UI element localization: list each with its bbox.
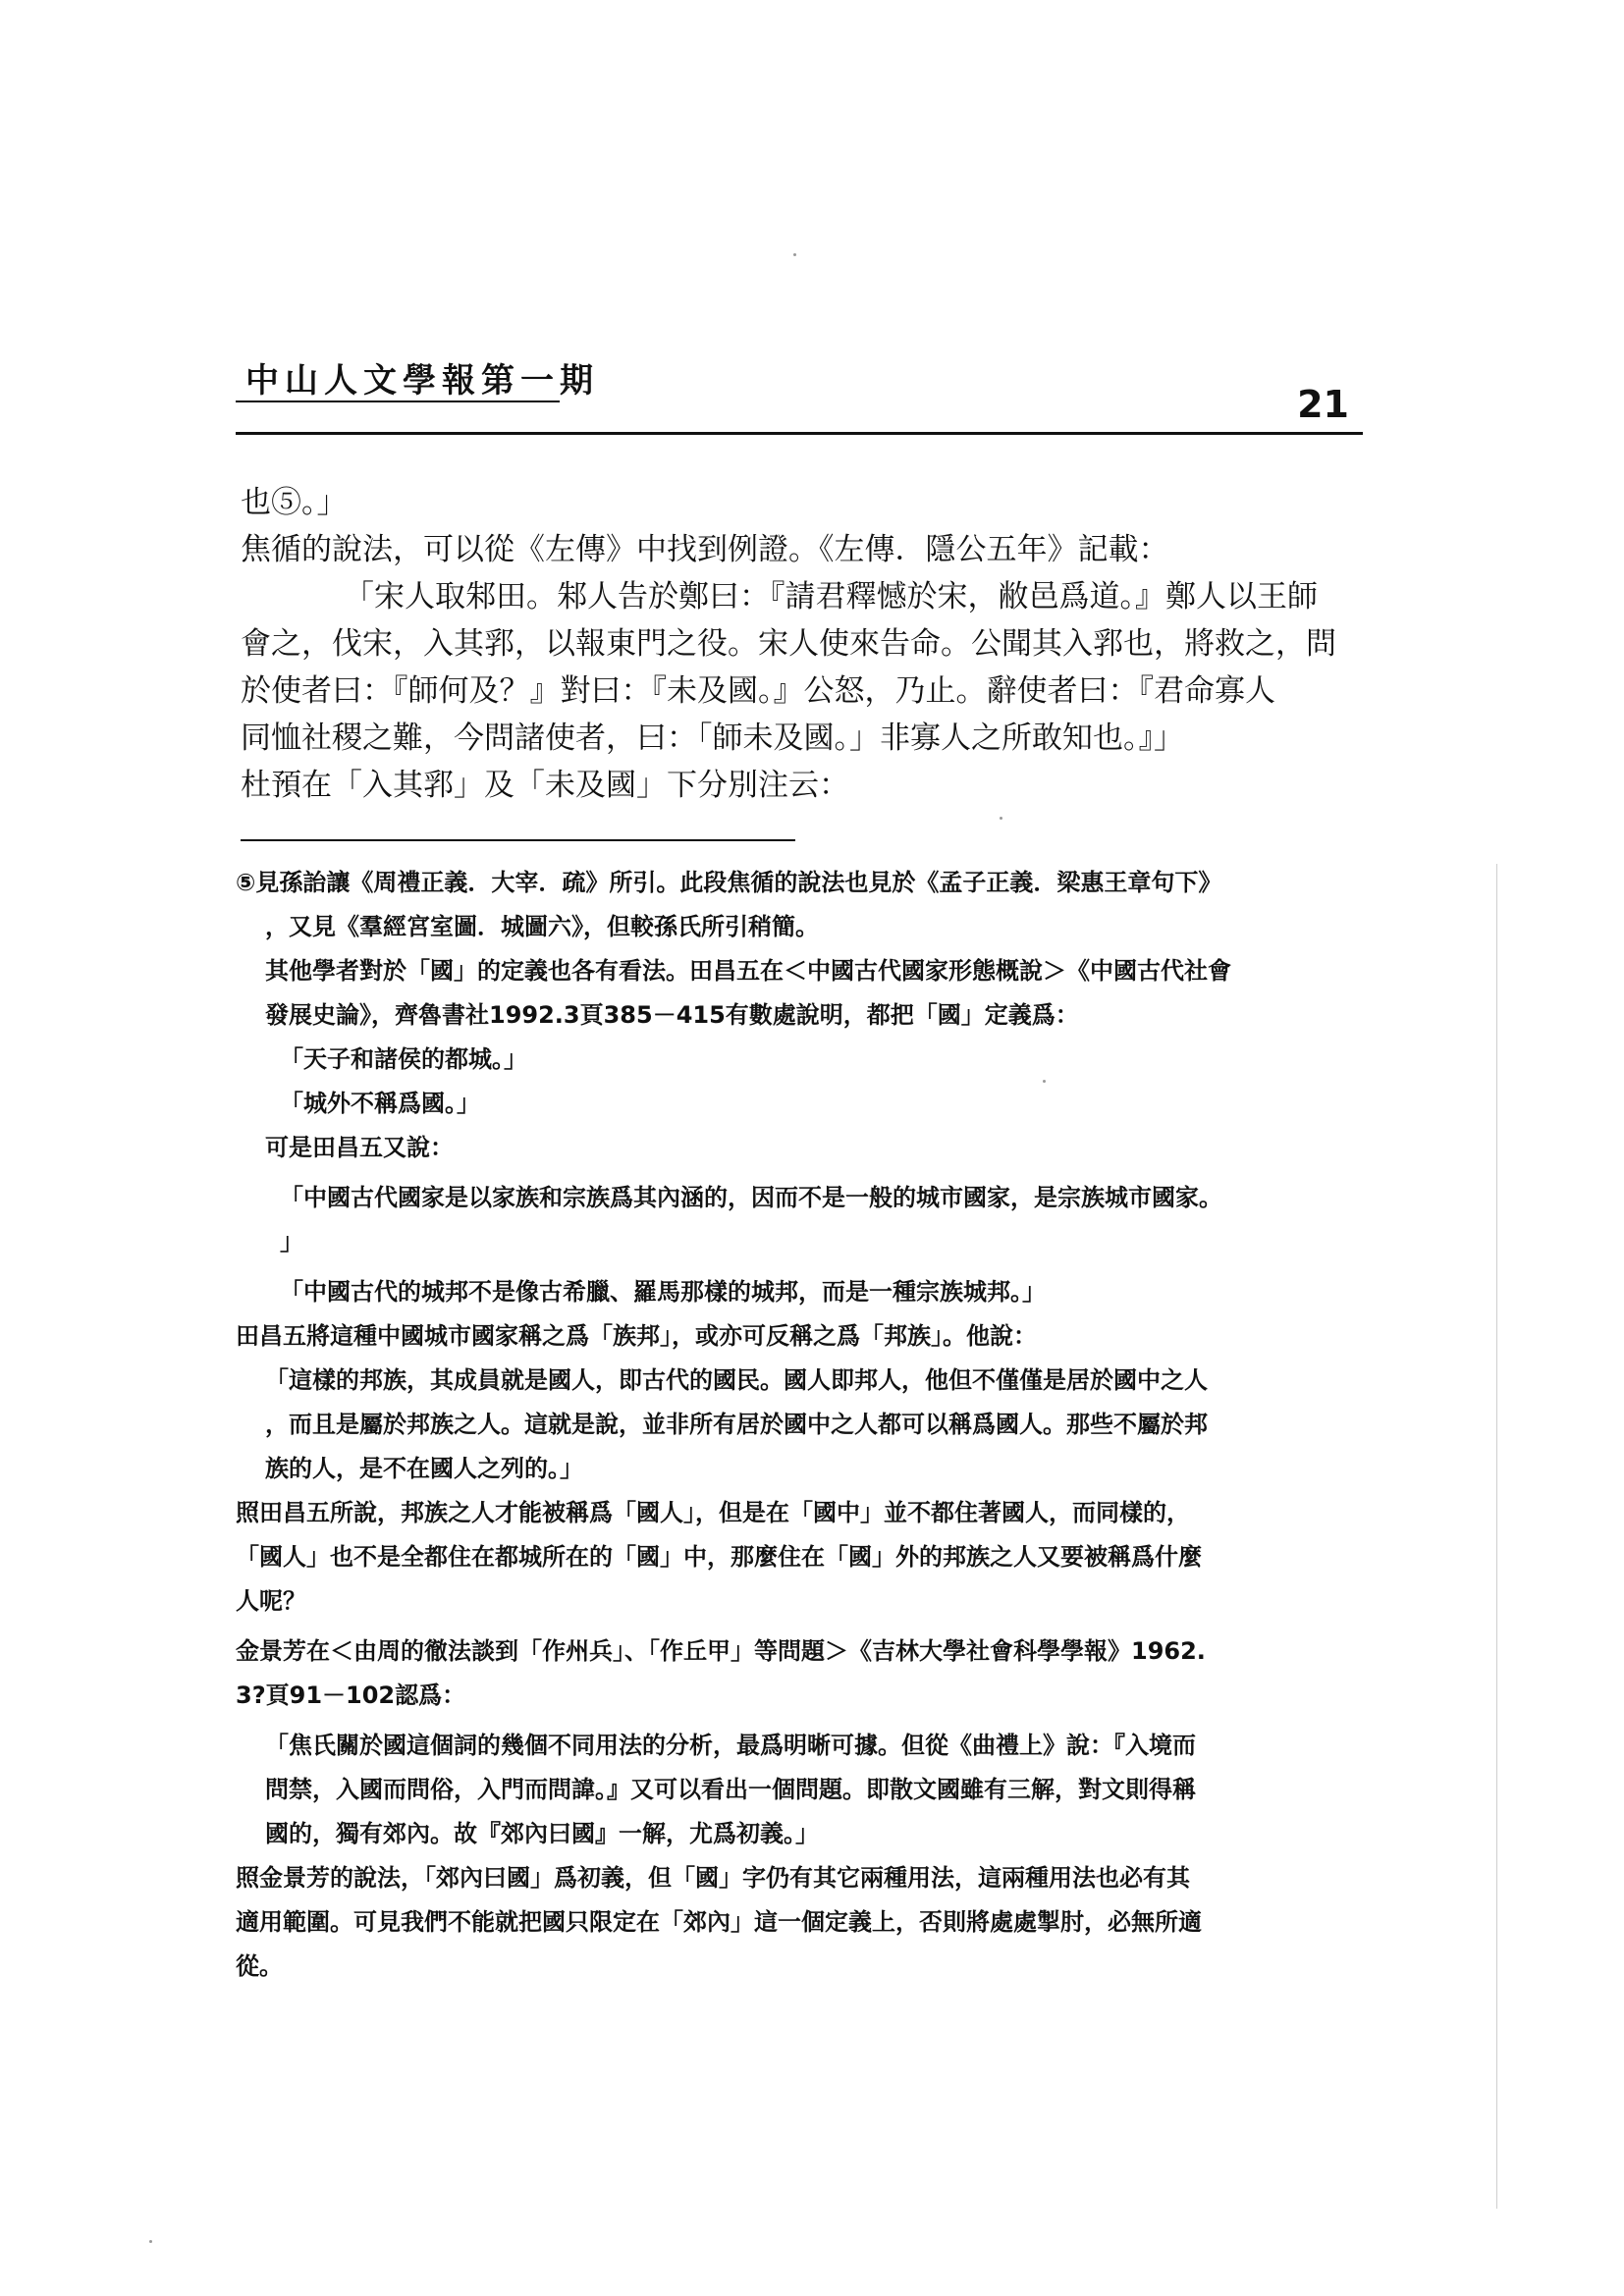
footnote-quote: 「城外不稱爲國。」 <box>280 1090 480 1117</box>
scan-speck <box>1043 1080 1046 1083</box>
scan-speck <box>1000 817 1002 820</box>
body-line: 也⑤。」 <box>241 485 348 520</box>
body-line: 杜預在「入其郛」及「未及國」下分別注云： <box>241 768 849 803</box>
header-rule <box>236 432 1363 435</box>
footnote-line: 適用範圍。可見我們不能就把國只限定在「郊內」這一個定義上，否則將處處掣肘，必無所適 <box>236 1908 1202 1936</box>
footnote-quote: 問禁，入國而問俗，入門而問諱。』又可以看出一個問題。即散文國雖有三解，對文則得稱 <box>265 1776 1196 1803</box>
footnote-line: 3?頁91－102認爲： <box>236 1682 466 1709</box>
running-header <box>236 342 1363 432</box>
footnote-line: 可是田昌五又說： <box>265 1134 454 1161</box>
footnote-quote: 族的人，是不在國人之列的。」 <box>265 1455 583 1482</box>
footnote-quote: 「這樣的邦族，其成員就是國人，即古代的國民。國人即邦人，他但不僅僅是居於國中之人 <box>265 1366 1208 1394</box>
footnotes <box>236 864 1326 1992</box>
footnote-line: 人呢？ <box>236 1587 306 1615</box>
quote-line: 同恤社稷之難，今問諸使者，曰：「師未及國。」非寡人之所敢知也。』」 <box>241 721 1184 756</box>
body-line: 焦循的說法，可以從《左傳》中找到例證。《左傳．隱公五年》記載： <box>241 532 1169 567</box>
footnote-line: 從。 <box>236 1952 283 1980</box>
scan-edge-shadow <box>1496 864 1497 2209</box>
footnote-line: ⑤見孫詒讓《周禮正義．大宰．疏》所引。此段焦循的說法也見於《孟子正義．梁惠王章句下》 <box>236 869 1222 896</box>
footnote-line: 照田昌五所說，邦族之人才能被稱爲「國人」，但是在「國中」並不都住著國人，而同樣的， <box>236 1499 1190 1526</box>
footnote-quote: 「中國古代的城邦不是像古希臘、羅馬那樣的城邦，而是一種宗族城邦。」 <box>280 1278 1046 1306</box>
footnote-separator <box>241 839 795 841</box>
title-underline <box>236 400 560 402</box>
scan-speck <box>149 2240 152 2243</box>
footnote-line: 其他學者對於「國」的定義也各有看法。田昌五在＜中國古代國家形態概說＞《中國古代社會 <box>265 957 1231 985</box>
footnote-line: 金景芳在＜由周的徹法談到「作州兵」、「作丘甲」等問題＞《吉林大學社會科學學報》1962. <box>236 1637 1206 1665</box>
scan-speck <box>793 253 796 256</box>
page-number: 21 <box>1297 383 1349 426</box>
main-text <box>241 479 1336 809</box>
footnote-line: ，又見《羣經宮室圖．城圖六》，但較孫氏所引稍簡。 <box>265 913 819 940</box>
footnote-line: 「國人」也不是全都住在都城所在的「國」中，那麼住在「國」外的邦族之人又要被稱爲什麼 <box>236 1543 1202 1571</box>
footnote-line: 田昌五將這種中國城市國家稱之爲「族邦」，或亦可反稱之爲「邦族」。他說： <box>236 1322 1037 1350</box>
footnote-quote: ，而且是屬於邦族之人。這就是說，並非所有居於國中之人都可以稱爲國人。那些不屬於邦 <box>265 1411 1208 1438</box>
footnote-quote: 「中國古代國家是以家族和宗族爲其內涵的，因而不是一般的城市國家，是宗族城市國家。 <box>280 1184 1222 1211</box>
journal-title: 中山人文學報第一期 <box>245 361 599 400</box>
footnote-quote: 國的，獨有郊內。故『郊內曰國』一解，尤爲初義。」 <box>265 1820 819 1847</box>
quote-line: 於使者曰：『師何及？』對曰：『未及國。』公怒，乃止。辭使者曰：『君命寡人 <box>241 673 1275 709</box>
quote-line: 會之，伐宋，入其郛，以報東門之役。宋人使來告命。公聞其入郛也，將救之，問 <box>241 626 1336 662</box>
footnote-line: 照金景芳的說法，「郊內曰國」爲初義，但「國」字仍有其它兩種用法，這兩種用法也必有其 <box>236 1864 1190 1892</box>
footnote-quote: 」 <box>280 1228 303 1255</box>
footnote-quote: 「天子和諸侯的都城。」 <box>280 1045 527 1073</box>
footnote-line: 發展史論》，齊魯書社1992.3頁385－415有數處說明，都把「國」定義爲： <box>265 1001 1079 1029</box>
quote-line: 「宋人取邾田。邾人告於鄭曰：『請君釋憾於宋，敝邑爲道。』鄭人以王師 <box>344 579 1318 614</box>
footnote-quote: 「焦氏關於國這個詞的幾個不同用法的分析，最爲明晰可據。但從《曲禮上》說：『入境而 <box>265 1732 1196 1759</box>
